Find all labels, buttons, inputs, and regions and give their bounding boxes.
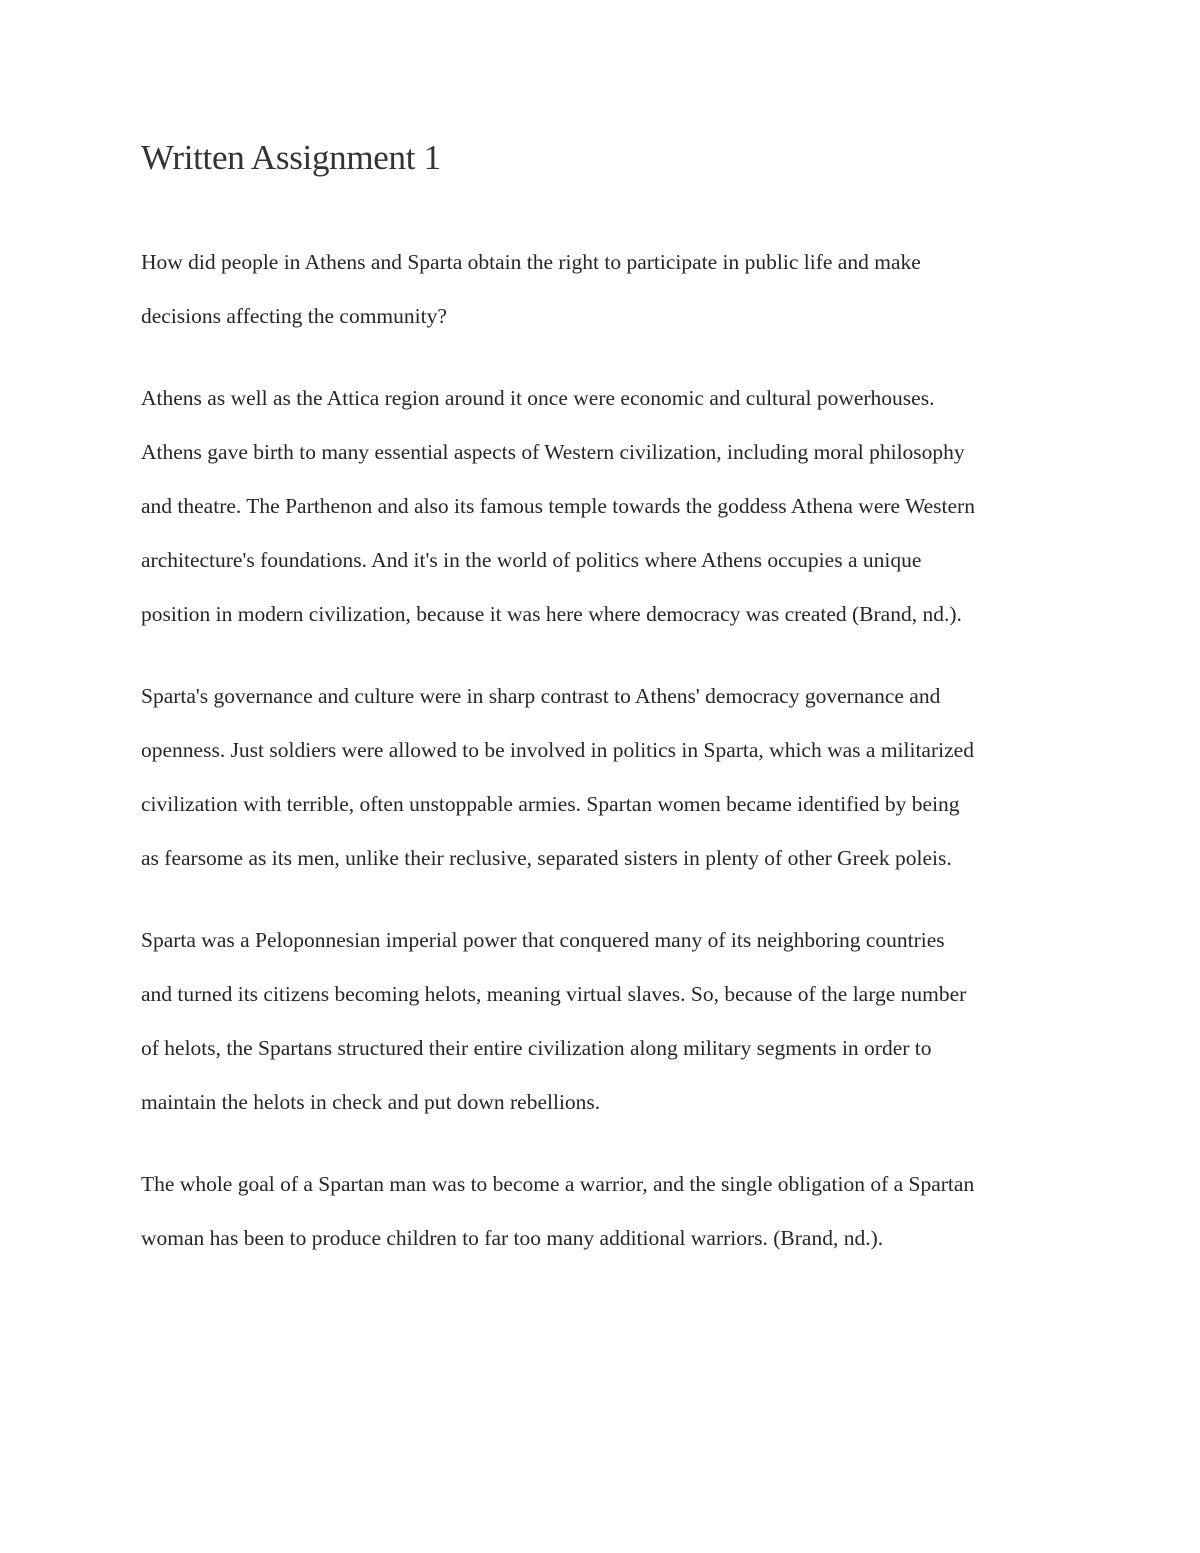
question-line: decisions affecting the community?	[141, 304, 447, 328]
paragraph-athens	[141, 371, 1081, 641]
paragraph-sparta-governance	[141, 669, 1081, 885]
document-title: Written Assignment 1	[141, 138, 441, 177]
document-body	[141, 128, 1081, 1265]
question-paragraph	[141, 235, 1081, 343]
paragraph-line: The whole goal of a Spartan man was to become a warrior, and the single obligation of a Spartan	[141, 1172, 975, 1196]
paragraph-spartan-roles	[141, 1157, 1081, 1265]
paragraph-line: woman has been to produce children to far too many additional warriors. (Brand, nd.).	[141, 1226, 884, 1250]
paragraph-line: and turned its citizens becoming helots, meaning virtual slaves. So, because of the large number	[141, 982, 967, 1006]
paragraph-sparta-helots	[141, 913, 1081, 1129]
paragraph-line: Sparta was a Peloponnesian imperial power that conquered many of its neighboring countries	[141, 928, 945, 952]
paragraph-line: civilization with terrible, often unstoppable armies. Spartan women became identified by being	[141, 792, 960, 816]
paragraph-line: maintain the helots in check and put down rebellions.	[141, 1090, 601, 1114]
paragraph-line: position in modern civilization, because it was here where democracy was created (Brand, nd.).	[141, 602, 962, 626]
question-line: How did people in Athens and Sparta obtain the right to participate in public life and make	[141, 250, 921, 274]
paragraph-line: as fearsome as its men, unlike their reclusive, separated sisters in plenty of other Greek poleis.	[141, 846, 952, 870]
paragraph-line: architecture's foundations. And it's in the world of politics where Athens occupies a unique	[141, 548, 922, 572]
paragraph-line: Sparta's governance and culture were in sharp contrast to Athens' democracy governance and	[141, 684, 941, 708]
paragraph-line: Athens gave birth to many essential aspects of Western civilization, including moral philosophy	[141, 440, 965, 464]
paragraph-line: openness. Just soldiers were allowed to be involved in politics in Sparta, which was a militarized	[141, 738, 974, 762]
paragraph-line: of helots, the Spartans structured their entire civilization along military segments in order to	[141, 1036, 932, 1060]
paragraph-line: Athens as well as the Attica region around it once were economic and cultural powerhouses.	[141, 386, 935, 410]
paragraph-line: and theatre. The Parthenon and also its famous temple towards the goddess Athena were Western	[141, 494, 975, 518]
